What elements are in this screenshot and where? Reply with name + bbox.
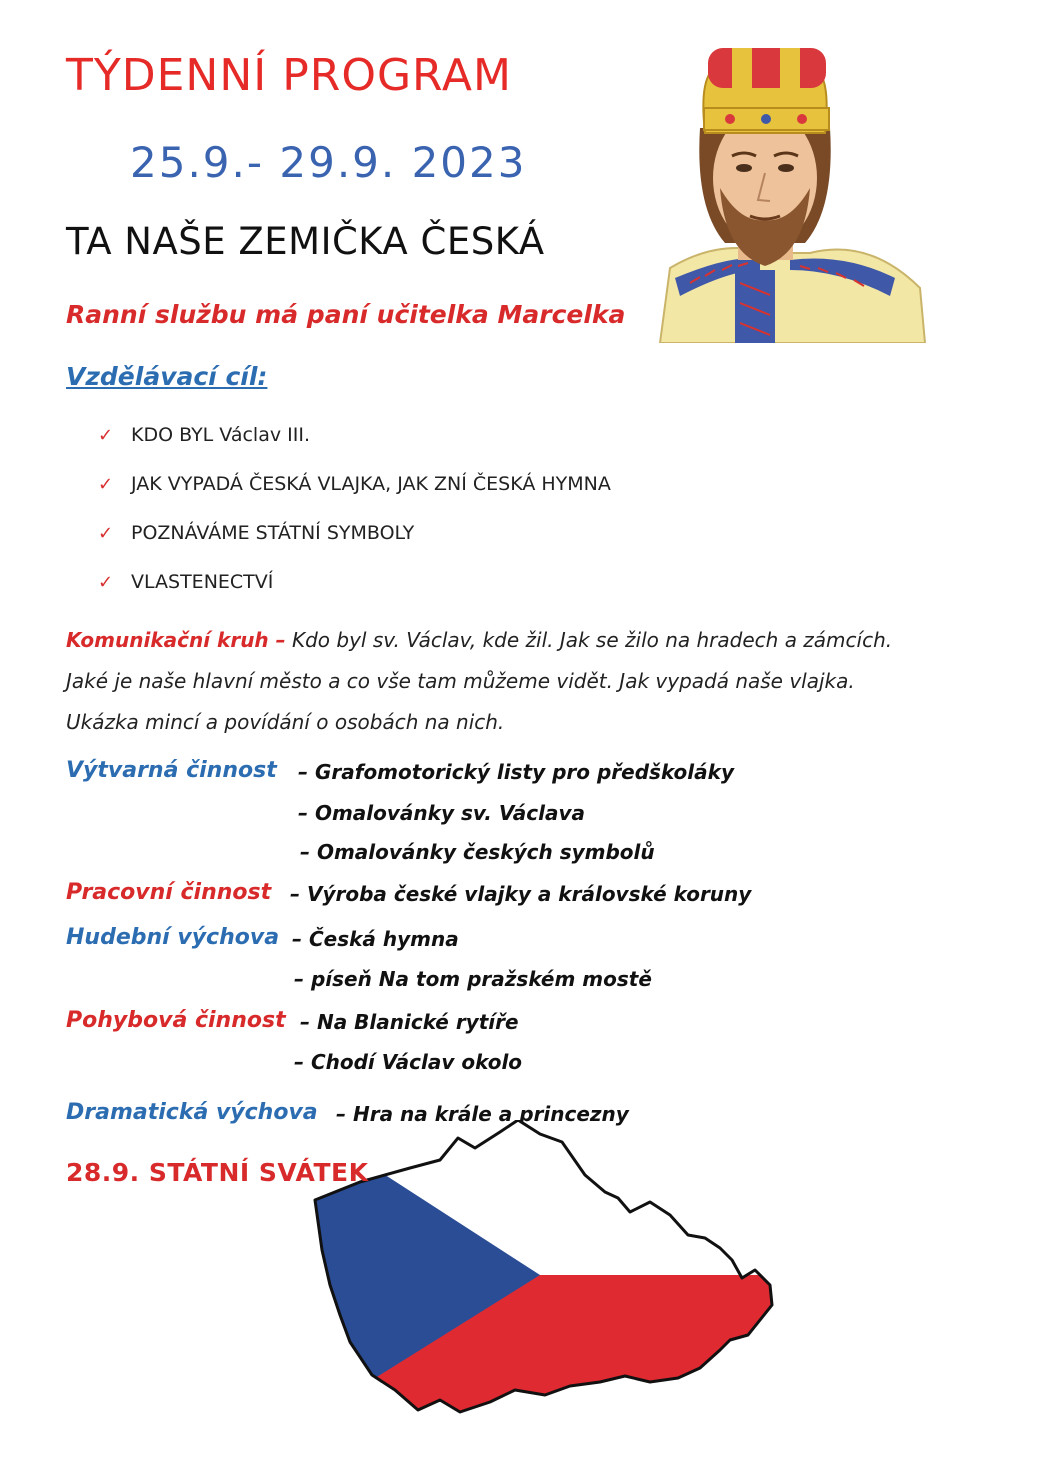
goal-item <box>98 424 310 446</box>
work-activity-item: – Výroba české vlajky a královské koruny <box>290 882 752 906</box>
communication-text: Ukázka mincí a povídání o osobách na nich. <box>66 710 505 734</box>
check-icon: ✓ <box>98 425 114 446</box>
movement-activity-item: – Na Blanické rytíře <box>300 1010 519 1034</box>
check-icon: ✓ <box>98 572 114 593</box>
work-activity-label: Pracovní činnost <box>66 880 272 905</box>
goal-item <box>98 522 414 544</box>
drama-activity-item: – Hra na krále a princezny <box>336 1102 629 1126</box>
week-theme: TA NAŠE ZEMIČKA ČESKÁ <box>66 220 545 263</box>
communication-text: Kdo byl sv. Václav, kde žil. Jak se žilo na hradech a zámcích. <box>285 628 893 652</box>
check-icon: ✓ <box>98 523 114 544</box>
music-activity-item: – Česká hymna <box>292 927 459 951</box>
goal-text: VLASTENECTVÍ <box>131 571 274 593</box>
goal-text: KDO BYL Václav III. <box>131 424 310 446</box>
goal-text: POZNÁVÁME STÁTNÍ SYMBOLY <box>131 522 415 544</box>
movement-activity-item: – Chodí Václav okolo <box>294 1050 523 1074</box>
communication-text: Jaké je naše hlavní město a co vše tam můžeme vidět. Jak vypadá naše vlajka. <box>66 669 855 693</box>
date-range: 25.9.- 29.9. 2023 <box>130 138 527 187</box>
communication-label: Komunikační kruh – <box>66 628 286 652</box>
goal-item <box>98 571 273 593</box>
czech-flag-map-illustration <box>300 1120 780 1425</box>
art-activity-item: – Omalovánky sv. Václava <box>298 801 586 825</box>
state-holiday-note: 28.9. STÁTNÍ SVÁTEK <box>66 1158 369 1187</box>
page-title: TÝDENNÍ PROGRAM <box>66 50 512 101</box>
king-portrait-illustration <box>640 38 930 343</box>
drama-activity-label: Dramatická výchova <box>66 1100 318 1125</box>
morning-duty: Ranní službu má paní učitelka Marcelka <box>66 300 626 329</box>
goal-item <box>98 473 611 495</box>
goals-heading: Vzdělávací cíl: <box>66 362 268 391</box>
art-activity-label: Výtvarná činnost <box>66 758 277 783</box>
music-activity-item: – píseň Na tom pražském mostě <box>294 967 652 991</box>
goal-text: JAK VYPADÁ ČESKÁ VLAJKA, JAK ZNÍ ČESKÁ HYMNA <box>131 473 611 495</box>
art-activity-item: – Omalovánky českých symbolů <box>300 840 655 864</box>
communication-section <box>66 620 1016 743</box>
check-icon: ✓ <box>98 474 114 495</box>
art-activity-item: – Grafomotorický listy pro předškoláky <box>298 760 734 784</box>
music-activity-label: Hudební výchova <box>66 925 280 950</box>
movement-activity-label: Pohybová činnost <box>66 1008 286 1033</box>
